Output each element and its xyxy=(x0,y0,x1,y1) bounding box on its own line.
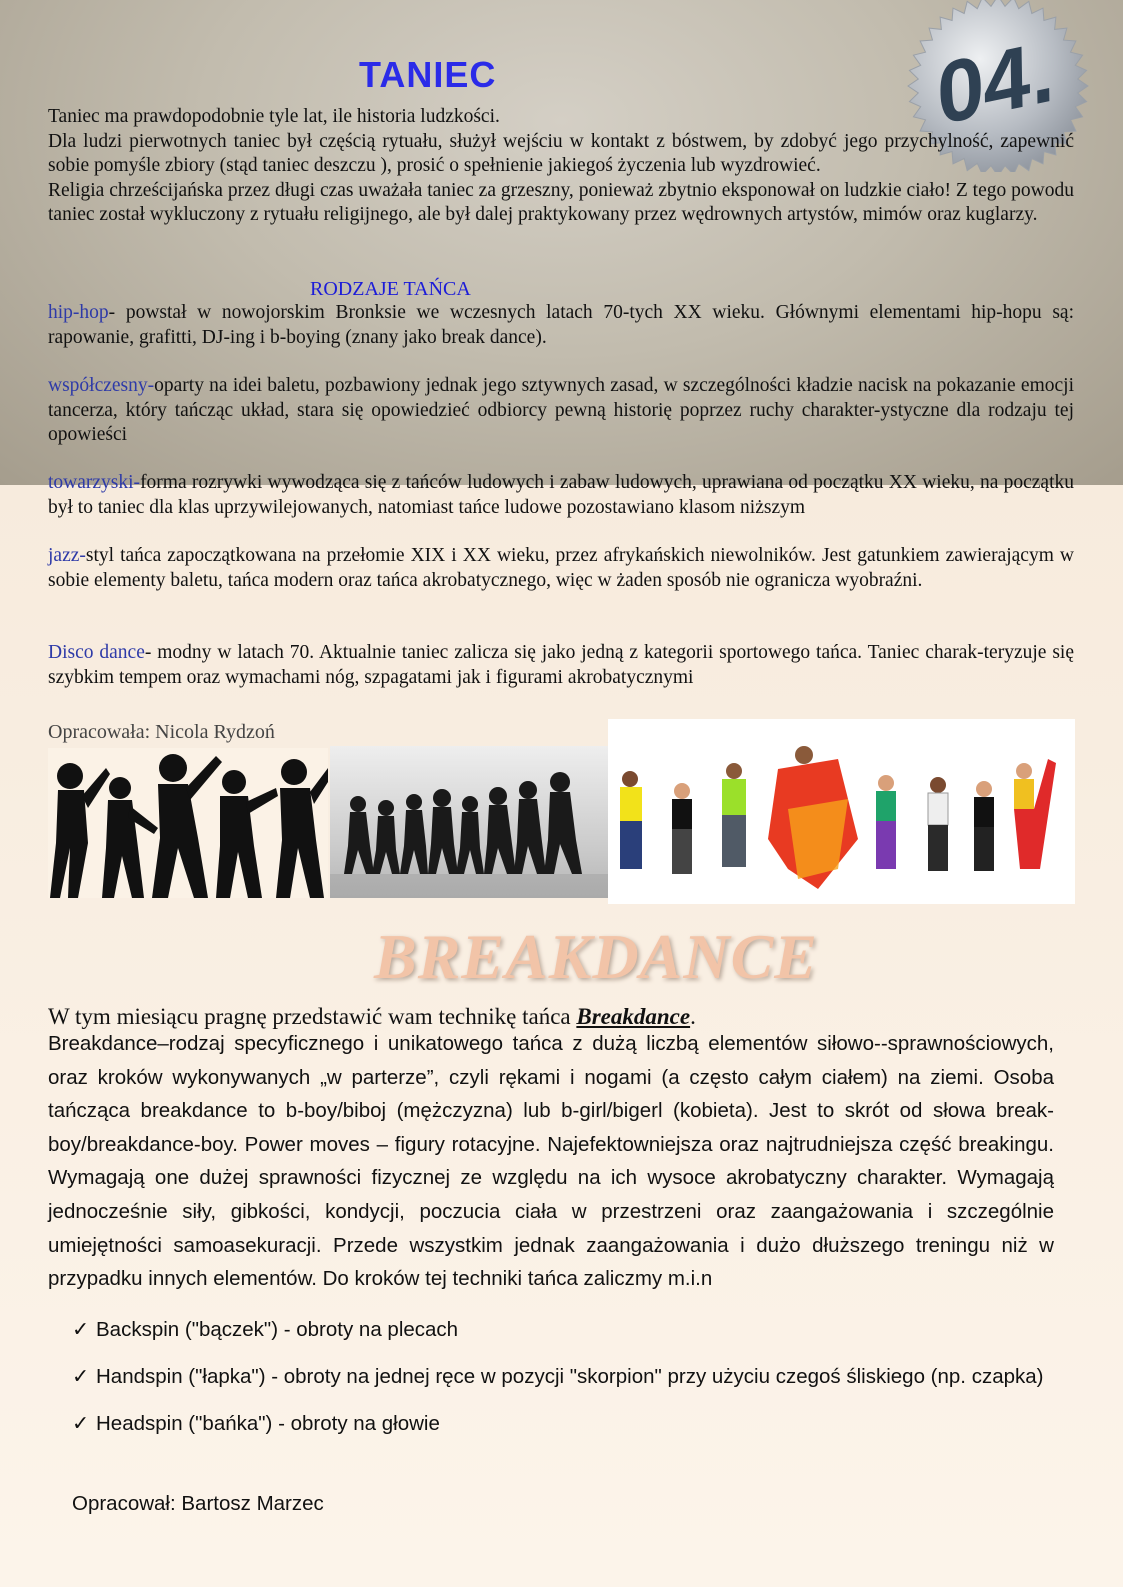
disco-silhouettes-image xyxy=(48,748,328,898)
page-title: TANIEC xyxy=(359,54,497,95)
move-text: Handspin ("łapka") - obroty na jednej ręce w pozycji "skorpion" przy użyciu czegoś śliskiego (np. czapka) xyxy=(96,1365,1044,1388)
dance-type-ballroom xyxy=(48,471,1074,520)
intro-line-3: Religia chrześcijańska przez długi czas uważała taniec za grzeszny, ponieważ zbytnio eksponował on ludzkie ciało! Z tego powodu taniec został wykluczony z rytuału religijnego, ale był dalej praktykowany przez wędrownych artystów, mimów oraz kuglarzy. xyxy=(48,179,1074,225)
dance-description: styl tańca zapoczątkowana na przełomie XIX i XX wieku, przez afrykańskich niewolników. Jest gatunkiem zawierającym w sobie elementy baletu, tańca modern oraz tańca akrobatycznego, więc w żaden sposób nie ogranicza wyobraźni. xyxy=(48,545,1074,591)
move-text: Backspin ("bączek") - obroty na plecach xyxy=(96,1318,459,1341)
breakdance-title: BREAKDANCE xyxy=(374,921,818,992)
list-item xyxy=(72,1313,1062,1346)
intro-line-1: Taniec ma prawdopodobnie tyle lat, ile historia ludzkości. xyxy=(48,106,500,127)
intro-paragraph xyxy=(48,105,1074,228)
breakdance-description: Breakdance–rodzaj specyficznego i unikatowego tańca z dużą liczbą elementów siłowo--sprawnościowych, oraz kroków wykonywanych „w parterze”, czyli rękami i nogami (a często całym ciałem) na ziemi. Osoba tańcząca breakdance to b-boy/biboj (mężczyzna) lub b-girl/bigerl (kobieta). Jest to skrót od słowa break-boy/breakdance-boy. Power moves – figury rotacyjne. Najefektowniejsza oraz najtrudniejsza część breakingu. Wymagają one dużej sprawności fizycznej ze względu na ich wysoce akrobatyczny charakter. Wymagają jednocześnie siły, gibkości, kondycji, poczucia ciała w przestrzeni oraz zaangażowania i szczególnie umiejętności samoasekuracji. Przede wszystkim jednak zaangażowania i dużo dłuższego treningu niż w przypadku innych elementów. Do kroków tej techniki tańca zaliczmy m.i.n xyxy=(48,1032,1054,1291)
dance-name: Disco dance xyxy=(48,642,145,663)
list-item xyxy=(72,1407,1062,1440)
dance-name: jazz- xyxy=(48,545,86,566)
list-item xyxy=(72,1360,1062,1393)
checkmark-icon: ✓ xyxy=(72,1365,90,1388)
colorful-dancers-graphic xyxy=(608,719,1075,904)
dance-name: współczesny- xyxy=(48,375,155,396)
silhouettes-graphic xyxy=(48,748,328,898)
colorful-dancers-photo xyxy=(608,719,1075,904)
hiphop-group-photo xyxy=(330,746,608,898)
checkmark-icon: ✓ xyxy=(72,1412,90,1435)
dance-type-jazz xyxy=(48,544,1074,593)
section-subtitle: RODZAJE TAŃCA xyxy=(310,278,471,300)
checkmark-icon: ✓ xyxy=(72,1318,90,1341)
dance-description: oparty na idei baletu, pozbawiony jednak jego sztywnych zasad, w szczególności kładzie nacisk na pokazanie emocji tancerza, który tańcząc układ, stara się opowiedzieć odbiorcy pewną historię poprzez ruchy charakter-ystyczne dla rodzaju tej opowieści xyxy=(48,375,1074,445)
dance-description: - modny w latach 70. Aktualnie taniec zalicza się jako jedną z kategorii sportowego tańca. Taniec charak-teryzuje się szybkim tempem oraz wymachami nóg, szpagatami jak i figurami akrobatycznymi xyxy=(48,642,1074,688)
move-text: Headspin ("bańka") - obroty na głowie xyxy=(96,1412,440,1435)
dance-name: towarzyski- xyxy=(48,472,141,493)
author-credit-1: Opracowała: Nicola Rydzoń xyxy=(48,721,275,743)
breakdance-moves-list xyxy=(72,1313,1062,1454)
intro-suffix: . xyxy=(690,1004,696,1029)
studio-dancers-graphic xyxy=(330,746,608,898)
dance-type-disco xyxy=(48,641,1074,690)
dance-type-contemporary xyxy=(48,374,1074,448)
author-credit-2: Opracował: Bartosz Marzec xyxy=(72,1492,324,1515)
intro-prefix: W tym miesiącu pragnę przedstawić wam technikę tańca xyxy=(48,1004,577,1029)
dance-description: - powstał w nowojorskim Bronksie we wczesnych latach 70-tych XX wieku. Głównymi elementami hip-hopu są: rapowanie, grafitti, DJ-ing i b-boying (znany jako break dance). xyxy=(48,302,1074,348)
dance-description: forma rozrywki wywodząca się z tańców ludowych i zabaw ludowych, uprawiana od początku XX wieku, na początku był to taniec dla klas uprzywilejowanych, natomiast tańce ludowe pozostawiano klasom niższym xyxy=(48,472,1074,518)
badge-number: 04. xyxy=(926,23,1063,143)
intro-bold-term: Breakdance xyxy=(576,1004,691,1029)
intro-line-2: Dla ludzi pierwotnych taniec był częścią rytuału, służył wejściu w kontakt z bóstwem, by zdobyć jego przychylność, zapewnić sobie pomyśle zbiory (stąd taniec deszczu ), prosić o spełnienie jakiegoś życzenia lub wyzdrowieć. xyxy=(48,130,1074,176)
dance-name: hip-hop xyxy=(48,302,109,323)
dance-type-hiphop xyxy=(48,301,1074,350)
